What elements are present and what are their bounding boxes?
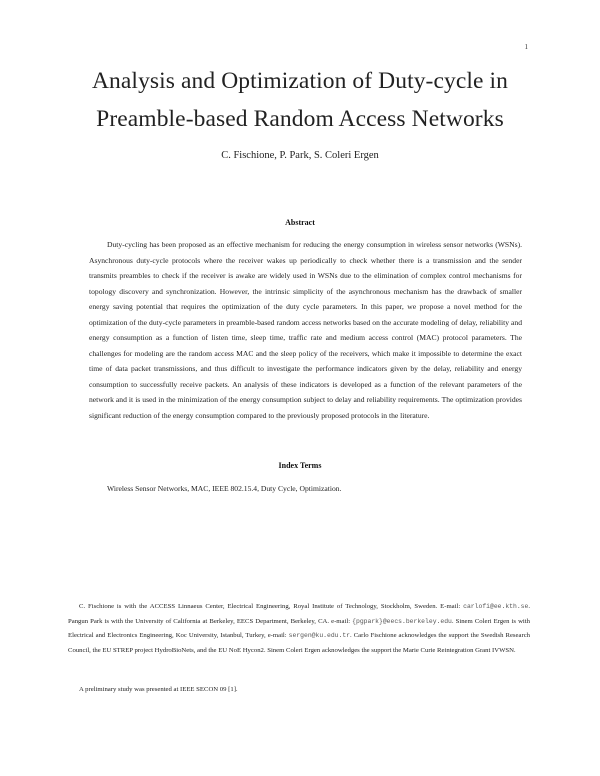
authors: C. Fischione, P. Park, S. Coleri Ergen <box>221 150 379 161</box>
email-fischione[interactable]: carlofi@ee.kth.se <box>463 603 529 610</box>
abstract-body: Duty-cycling has been proposed as an effective mechanism for reducing the energy consumption in wireless sensor networks (WSNs). Asynchronous duty-cycle protocols where the receiver wakes up periodically to check whether there is a transmission and the sender transmits preambles to check if the receiver is awake are widely used in WSNs due to the elimination of complex control mechanisms for topology discovery and synchronization. However, the intrinsic simplicity of the asynchronous mechanism has the drawback of smaller energy saving potential that requires the optimization of the duty cycle parameters. In this paper, we propose a novel method for the optimization of the duty-cycle parameters in preamble-based random access networks based on the accurate modeling of delay, reliability and energy consumption as a function of listen time, sleep time, traffic rate and medium access control (MAC) protocol parameters. The challenges for modeling are the random access MAC and the sleep policy of the receivers, which make it impossible to determine the exact time of data packet transmissions, and thus difficult to investigate the performance indicators given by the delay, reliability and energy consumption to successfully receive packets. An analysis of these indicators is developed as a function of the relevant parameters of the network and it is used in the minimization of the energy consumption subject to delay and reliability requirements. The optimization provides significant reduction of the energy consumption compared to the previously proposed protocols in the literature. <box>89 240 522 420</box>
paper-title <box>40 62 560 138</box>
footnote-text-2: . Pangun Park is with the University of California at Berkeley, EECS Department, Berkeley, CA. e-mail: <box>68 603 531 625</box>
footnote-text-1: C. Fischione is with the ACCESS Linnaeus Center, Electrical Engineering, Royal Institute of Technology, Stockholm, Sweden. E-mail: <box>79 603 461 610</box>
index-terms-heading: Index Terms <box>278 461 322 470</box>
footnote-text-3: . Sinem Coleri Ergen is with Electrical and Electronics Engineering, Koc University, Istanbul, Turkey, e-mail: <box>68 617 530 640</box>
email-ergen[interactable]: sergen@ku.edu.tr <box>288 632 351 640</box>
title-line-1: Analysis and Optimization of Duty-cycle in <box>91 68 508 94</box>
preliminary-study-note: A preliminary study was presented at IEEE SECON 09 [1]. <box>79 686 238 693</box>
author-footnote <box>68 600 530 659</box>
title-line-2: Preamble-based Random Access Networks <box>96 106 504 132</box>
index-terms-body: Wireless Sensor Networks, MAC, IEEE 802.15.4, Duty Cycle, Optimization. <box>107 484 342 493</box>
email-park[interactable]: {pgpark}@eecs.berkeley.edu <box>352 617 452 625</box>
page-number: 1 <box>524 43 528 51</box>
footnote-text-4: . Carlo Fischione acknowledges the support the Swedish Research Council, the EU STREP project HydroBioNets, and the EU NoE Hycon2. Sinem Coleri Ergen acknowledges the support the Marie Curie Reintegration Grant IVWSN. <box>68 632 530 655</box>
abstract-heading: Abstract <box>285 218 315 227</box>
